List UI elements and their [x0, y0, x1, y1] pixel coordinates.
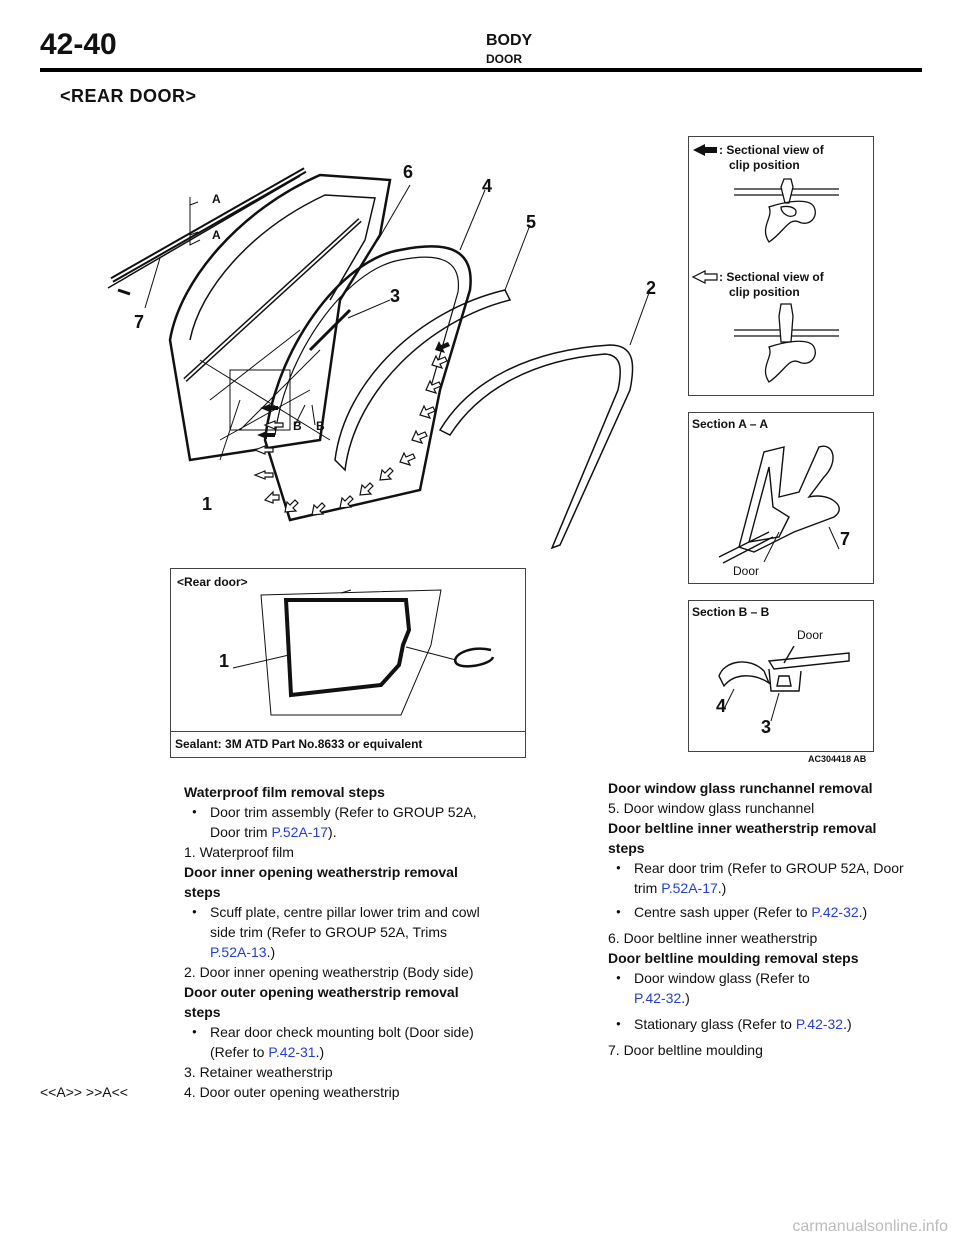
section-marker-a-2: A	[212, 228, 221, 242]
rear-door-title: <Rear door>	[177, 575, 248, 589]
section-bb-title: Section B – B	[692, 605, 770, 619]
section-bb-callout-3: 3	[761, 717, 772, 737]
step-2-inner-opening-weatherstrip: 2. Door inner opening weatherstrip (Body side)	[184, 964, 474, 980]
step-text: Centre sash upper (Refer to	[634, 904, 812, 920]
clip-note-1-line2: clip position	[729, 158, 800, 172]
figure-id: AC304418 AB	[808, 754, 867, 764]
heading-beltline-inner-weatherstrip: Door beltline inner weatherstrip removal steps	[608, 820, 877, 856]
step-text-end: .)	[315, 1044, 325, 1060]
section-bb-drawing	[709, 641, 859, 731]
link-p42-32-c[interactable]: P.42-32	[795, 1016, 844, 1032]
callout-1: 1	[202, 494, 213, 514]
step-rear-door-trim	[608, 858, 908, 898]
step-text-end: .)	[858, 904, 868, 920]
step-door-trim-assembly	[184, 802, 484, 842]
step-text-end: .)	[843, 1016, 852, 1032]
step-text-end: .)	[266, 944, 276, 960]
subsection-title: DOOR	[486, 52, 522, 66]
callout-5: 5	[526, 212, 537, 232]
step-text-end: .)	[681, 990, 690, 1006]
service-point-marks: <<A>> >>A<<	[40, 1084, 128, 1100]
step-check-mounting-bolt	[184, 1022, 484, 1062]
step-text: Door window glass (Refer to	[634, 970, 810, 986]
step-text: Stationary glass (Refer to	[634, 1016, 796, 1032]
callout-2: 2	[646, 278, 657, 298]
link-p42-32-a[interactable]: P.42-32	[811, 904, 859, 920]
section-aa-callout-7: 7	[840, 529, 851, 549]
step-scuff-plate	[184, 902, 484, 962]
rear-door-exploded-drawing	[90, 140, 690, 560]
rear-door-sealant-box	[170, 568, 526, 758]
step-6-beltline-inner-weatherstrip: 6. Door beltline inner weatherstrip	[608, 930, 818, 946]
step-text: Scuff plate, centre pillar lower trim and cowl side trim (Refer to GROUP 52A, Trims	[210, 904, 480, 940]
section-aa-title: Section A – A	[692, 417, 769, 431]
step-stationary-glass	[608, 1014, 908, 1034]
step-4-outer-opening-weatherstrip: 4. Door outer opening weatherstrip	[184, 1084, 400, 1100]
link-p52a-13[interactable]: P.52A-13	[210, 944, 267, 960]
page-title: <REAR DOOR>	[60, 86, 197, 106]
clip-note-1-line1: : Sectional view of	[719, 143, 824, 157]
step-3-retainer-weatherstrip: 3. Retainer weatherstrip	[184, 1064, 333, 1080]
link-p52a-17-right[interactable]: P.52A-17	[661, 880, 718, 896]
link-p42-31[interactable]: P.42-31	[268, 1044, 316, 1060]
rear-door-callout-1: 1	[219, 651, 230, 671]
step-text-end: .)	[717, 880, 727, 896]
clip-outline-arrow-icon	[691, 270, 721, 284]
section-aa-box	[688, 412, 874, 584]
sealant-spec: Sealant: 3M ATD Part No.8633 or equivalent	[175, 737, 423, 751]
clip-section-drawing-1	[729, 177, 849, 247]
callout-6: 6	[403, 162, 414, 182]
section-aa-door-label: Door	[733, 564, 760, 578]
step-text: Rear door trim (Refer to GROUP 52A, Door trim	[634, 860, 904, 896]
sealant-divider	[171, 731, 525, 732]
rear-door-sealant-drawing	[231, 585, 521, 725]
clip-filled-arrow-icon	[691, 143, 721, 157]
section-title: BODY	[486, 32, 533, 49]
step-door-window-glass	[608, 968, 908, 1008]
watermark: carmanualsonline.info	[792, 1218, 948, 1235]
clip-note-2-line1: : Sectional view of	[719, 270, 824, 284]
section-bb-box	[688, 600, 874, 752]
heading-waterproof-film: Waterproof film removal steps	[184, 784, 385, 800]
link-p42-32-b[interactable]: P.42-32	[634, 990, 682, 1006]
step-7-beltline-moulding: 7. Door beltline moulding	[608, 1042, 763, 1058]
section-aa-drawing	[709, 437, 859, 577]
callout-4: 4	[482, 176, 493, 196]
clip-section-drawing-2	[729, 302, 849, 387]
step-centre-sash-upper	[608, 902, 908, 922]
left-steps-column	[184, 782, 484, 1102]
page-number: 42-40	[40, 28, 117, 61]
header-rule	[40, 68, 922, 72]
heading-outer-opening-weatherstrip: Door outer opening weatherstrip removal steps	[184, 984, 459, 1020]
section-bb-callout-4: 4	[716, 696, 727, 716]
heading-runchannel: Door window glass runchannel removal	[608, 780, 873, 796]
step-text-end: ).	[328, 824, 337, 840]
heading-inner-opening-weatherstrip: Door inner opening weatherstrip removal steps	[184, 864, 458, 900]
step-5-runchannel: 5. Door window glass runchannel	[608, 800, 815, 816]
step-text: Rear door check mounting bolt (Door side) (Refer to	[210, 1024, 474, 1060]
clip-note-2-line2: clip position	[729, 285, 800, 299]
clip-note-1	[719, 143, 824, 173]
section-bb-door-label: Door	[797, 628, 824, 642]
clip-section-box	[688, 136, 874, 396]
section-marker-b-1: B	[293, 419, 302, 433]
step-text: Door trim assembly (Refer to GROUP 52A, Door trim	[210, 804, 477, 840]
clip-note-2	[719, 270, 824, 300]
link-p52a-17[interactable]: P.52A-17	[271, 824, 329, 840]
callout-3: 3	[390, 286, 401, 306]
heading-beltline-moulding: Door beltline moulding removal steps	[608, 950, 859, 966]
right-steps-column	[608, 778, 908, 1060]
step-1-waterproof-film: 1. Waterproof film	[184, 844, 294, 860]
section-marker-a-1: A	[212, 192, 221, 206]
callout-7: 7	[134, 312, 145, 332]
section-marker-b-2: B	[316, 419, 325, 433]
